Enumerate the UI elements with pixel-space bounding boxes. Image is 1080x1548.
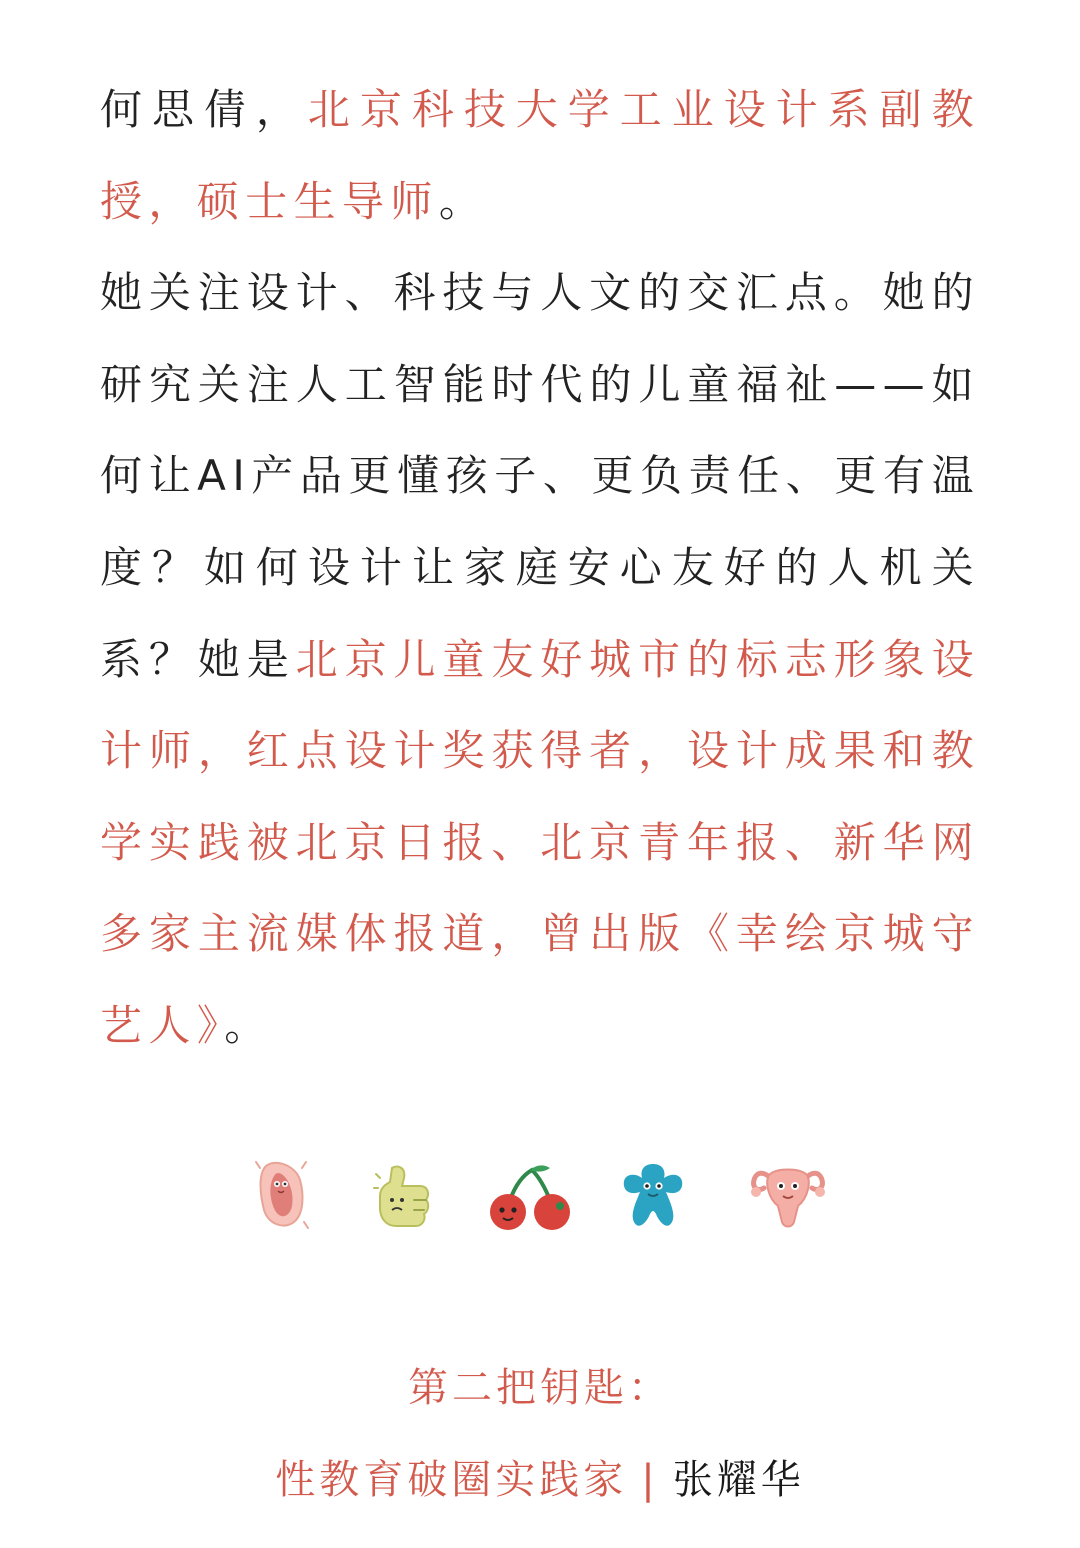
author-bio-paragraph <box>100 247 980 1071</box>
author-name-text: 何思倩， <box>100 85 308 134</box>
uterus-mascot-icon <box>750 1160 826 1232</box>
paragraph-end-punct: 。 <box>438 176 488 226</box>
bio-text: 她关注设计、科技与人文的交汇点。她的研究关注人工智能时代的儿童福祉——如何让AI产品更懂孩子、更负责任、更有温度？如何设计让家庭安心友好的人机关系？她是 <box>100 268 980 684</box>
pad-mascot-icon <box>254 1160 310 1232</box>
author-intro-paragraph <box>100 64 980 247</box>
cherry-mascot-icon <box>488 1160 574 1232</box>
thumbs-up-mascot-icon <box>372 1160 436 1232</box>
subtitle-separator: | <box>641 1457 659 1503</box>
section-subtitle-text: 性教育破圈实践家 <box>275 1457 628 1503</box>
person-name: 张耀华 <box>672 1457 805 1503</box>
blue-figure-mascot-icon <box>620 1160 686 1232</box>
bio-achievements-highlight: 北京儿童友好城市的标志形象设计师，红点设计奖获得者，设计成果和教学实践被北京日报、北京青年报、新华网多家主流媒体报道，曾出版《幸绘京城守艺人》 <box>100 634 980 1050</box>
section-subtitle <box>0 1448 1080 1505</box>
author-title-highlight: 北京科技大学工业设计系副教授，硕士生导师 <box>100 85 980 226</box>
article-body <box>100 64 980 1072</box>
paragraph-end-punct: 。 <box>224 1000 273 1050</box>
section-title: 第二把钥匙： <box>408 1365 672 1411</box>
mascot-icon-row <box>0 1160 1080 1232</box>
